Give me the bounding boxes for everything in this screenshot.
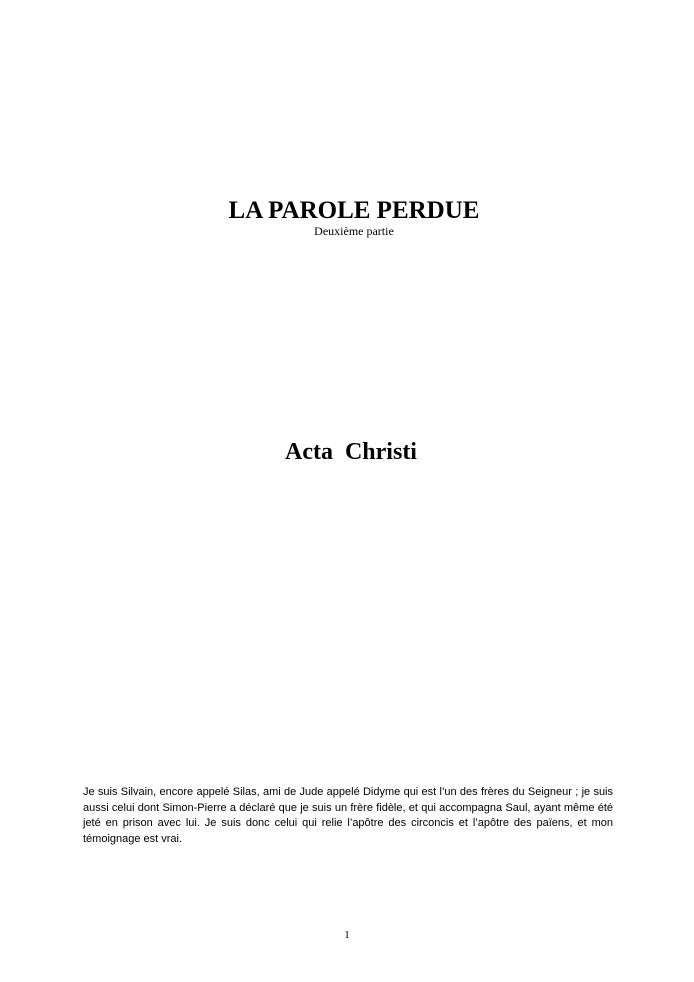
document-subtitle: Deuxième partie bbox=[314, 224, 394, 238]
page-number: 1 bbox=[344, 929, 350, 941]
section-heading: Acta Christi bbox=[285, 439, 417, 465]
body-paragraph: Je suis Silvain, encore appelé Silas, ami de Jude appelé Didyme qui est l’un des frères du Seigneur ; je suis aussi celui dont Simon-Pierre a déclaré que je suis un frère fidèle, et qui accompagna Saul, ayant même été jeté en prison avec lui. Je suis donc celui qui relie l’apôtre des circoncis et l’apôtre des païens, et mon témoignage est vrai. bbox=[83, 786, 613, 845]
document-title: LA PAROLE PERDUE bbox=[228, 197, 480, 224]
